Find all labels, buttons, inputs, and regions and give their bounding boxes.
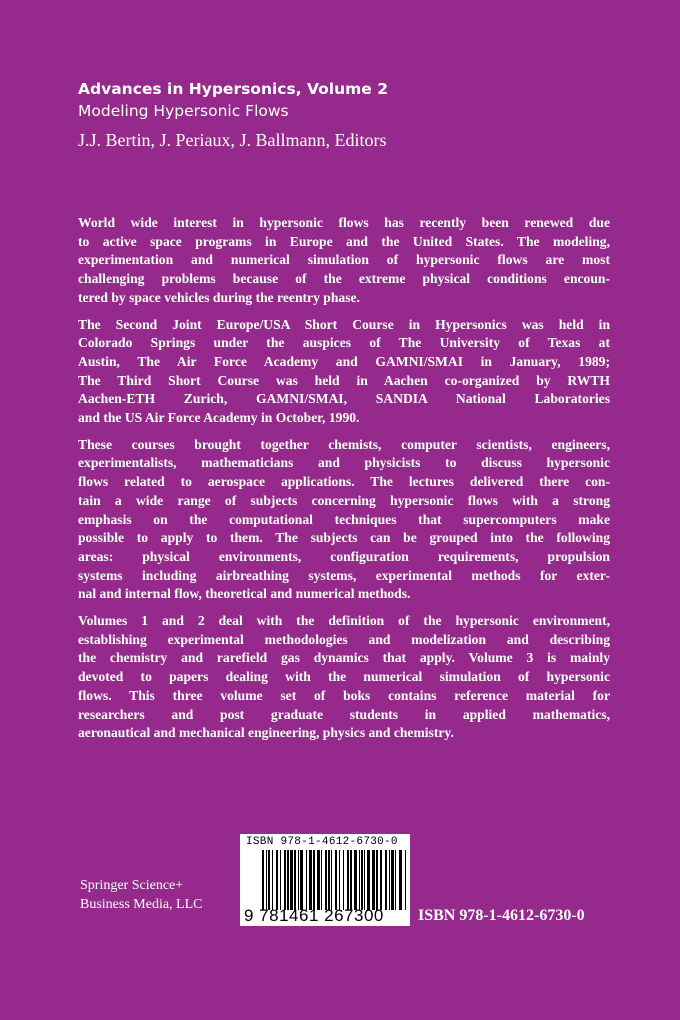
barcode-bar <box>380 850 382 910</box>
barcode-bar <box>290 850 293 910</box>
editors: J.J. Bertin, J. Periaux, J. Ballmann, Editors <box>78 130 387 150</box>
barcode-bar <box>317 850 320 910</box>
text-line: possible to apply to them. The subjects can be grouped into the following <box>78 530 610 546</box>
publisher <box>80 876 203 914</box>
text-line: Volumes 1 and 2 deal with the definition of the hypersonic environment, <box>78 613 610 629</box>
barcode-bar <box>335 850 337 910</box>
text-line: the chemistry and rarefield gas dynamics that apply. Volume 3 is mainly <box>78 650 610 666</box>
paragraph <box>78 436 610 604</box>
barcode-bar <box>331 850 332 910</box>
text-line: establishing experimental methodologies and modelization and describing <box>78 631 610 647</box>
barcode-bar <box>354 850 357 910</box>
text-line: areas: physical environments, configuration requirements, propulsion <box>78 548 610 564</box>
barcode-bar <box>361 850 363 910</box>
paragraph <box>78 214 610 308</box>
barcode-bar <box>294 850 296 910</box>
barcode-bar <box>395 850 396 910</box>
text-line: experimentation and numerical simulation of hypersonic flows are most <box>78 252 610 268</box>
barcode-bar <box>350 850 352 910</box>
barcode-bar <box>343 850 344 910</box>
barcode-bar <box>313 850 315 910</box>
text-line: aeronautical and mechanical engineering, physics and chemistry. <box>78 725 454 741</box>
description <box>78 214 610 751</box>
barcode-number: 9 781461 267300 <box>244 906 384 925</box>
book-subtitle: Modeling Hypersonic Flows <box>78 102 289 120</box>
text-line: and the US Air Force Academy in October, 1990. <box>78 410 360 426</box>
barcode-bar <box>376 850 378 910</box>
text-line: The Second Joint Europe/USA Short Course in Hypersonics was held in <box>78 316 610 332</box>
publisher-line-1: Springer Science+ <box>80 878 184 893</box>
barcode-bar <box>280 850 281 910</box>
text-line: systems including airbreathing systems, experimental methods for exter- <box>78 567 610 583</box>
barcode-bar <box>347 850 349 910</box>
barcode-bar <box>268 850 270 910</box>
barcode-bar <box>385 850 387 910</box>
text-line: nal and internal flow, theoretical and numerical methods. <box>78 586 411 602</box>
barcode-bar <box>298 850 299 910</box>
text-line: researchers and post graduate students in applied mathematics, <box>78 706 610 722</box>
text-line: Aachen-ETH Zurich, GAMNI/SMAI, SANDIA National Laboratories <box>78 391 610 407</box>
barcode-bar <box>321 850 322 910</box>
barcode-bars <box>262 850 406 910</box>
barcode-bar <box>405 850 406 910</box>
barcode-bar <box>262 850 264 910</box>
barcode <box>240 834 410 926</box>
barcode-bar <box>325 850 327 910</box>
barcode-bar <box>300 850 303 910</box>
barcode-bar <box>364 850 365 910</box>
barcode-bar <box>328 850 330 910</box>
barcode-bar <box>272 850 273 910</box>
publisher-line-2: Business Media, LLC <box>80 897 203 912</box>
barcode-bar <box>276 850 278 910</box>
text-line: tered by space vehicles during the reentry phase. <box>78 289 360 305</box>
barcode-bar <box>309 850 312 910</box>
text-line: challenging problems because of the extreme physical conditions encoun- <box>78 271 610 287</box>
text-line: experimentalists, mathematicians and physicists to discuss hypersonic <box>78 455 610 471</box>
text-line: Austin, The Air Force Academy and GAMNI/SMAI in January, 1989; <box>78 353 610 369</box>
barcode-bar <box>372 850 375 910</box>
barcode-bar <box>359 850 360 910</box>
barcode-bar <box>266 850 267 910</box>
text-line: Colorado Springs under the auspices of The University of Texas at <box>78 335 610 351</box>
book-title: Advances in Hypersonics, Volume 2 <box>78 80 388 98</box>
barcode-isbn: ISBN 978-1-4612-6730-0 <box>246 836 398 848</box>
text-line: These courses brought together chemists, computer scientists, engineers, <box>78 436 610 452</box>
text-line: emphasis on the computational techniques that supercomputers make <box>78 511 610 527</box>
isbn: ISBN 978-1-4612-6730-0 <box>418 907 585 924</box>
barcode-bar <box>287 850 289 910</box>
text-line: flows related to aerospace applications. The lectures delivered there con- <box>78 474 610 490</box>
barcode-bar <box>399 850 402 910</box>
text-line: flows. This three volume set of boks contains reference material for <box>78 687 610 703</box>
text-line: devoted to papers dealing with the numerical simulation of hypersonic <box>78 669 610 685</box>
barcode-bar <box>306 850 307 910</box>
text-line: tain a wide range of subjects concerning hypersonic flows with a strong <box>78 492 610 508</box>
barcode-bar <box>284 850 286 910</box>
text-line: to active space programs in Europe and the United States. The modeling, <box>78 233 610 249</box>
barcode-bar <box>391 850 394 910</box>
barcode-bar <box>389 850 390 910</box>
paragraph <box>78 612 610 743</box>
text-line: World wide interest in hypersonic flows has recently been renewed due <box>78 215 610 230</box>
text-line: The Third Short Course was held in Aachen co-organized by RWTH <box>78 372 610 388</box>
barcode-bar <box>367 850 370 910</box>
paragraph <box>78 316 610 428</box>
barcode-bar <box>339 850 340 910</box>
